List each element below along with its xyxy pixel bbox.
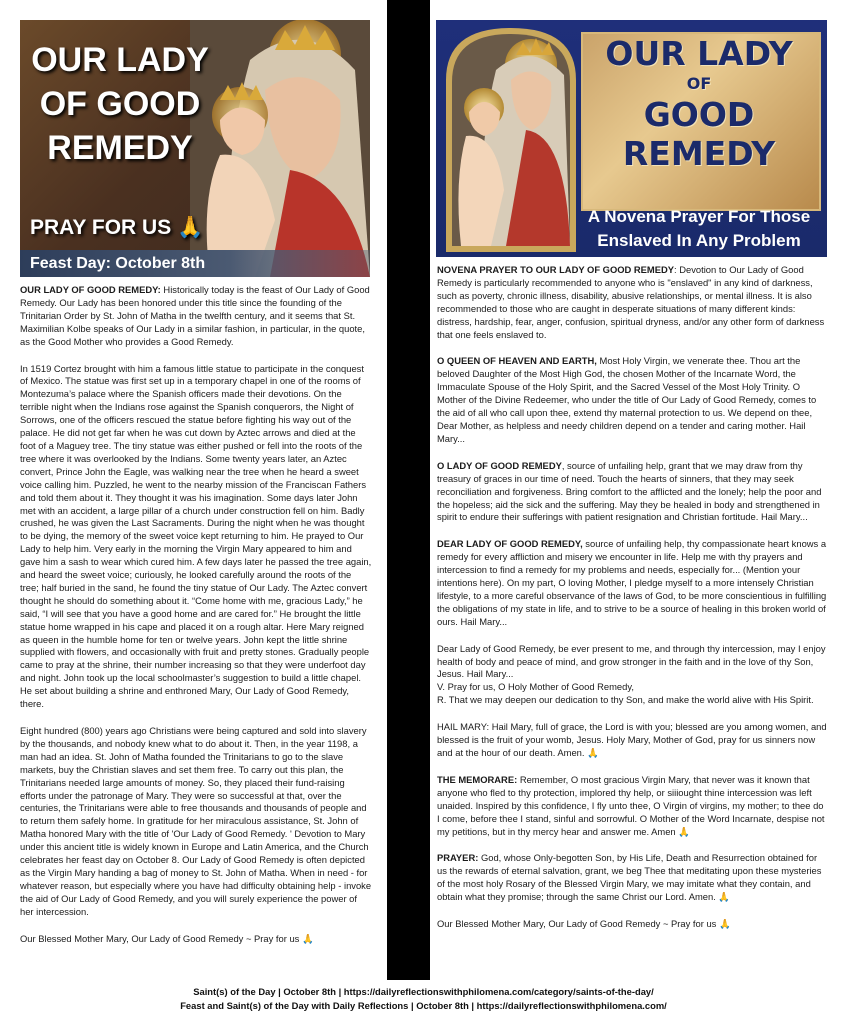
right-paragraph-body: Most Holy Virgin, we venerate thee. Thou art the beloved Daughter of the Most High God, the chosen Mother of the Incarnate Word, the Immaculate Spouse of the Holy Spirit, and the Sacred Vessel of the Most Holy Trinity. O Mother of the Divine Redeemer, who under the title of Our Lady of Good Remedy, comes to the aid of all who call upon thee, extend thy maternal protection to us. We depend on thee, Dear Mother, as helpless and needy children depend on a tender and caring mother. Hail Mary...	[437, 355, 817, 444]
footer	[0, 985, 847, 1013]
left-banner-image	[20, 20, 370, 277]
left-paragraph	[20, 284, 372, 349]
left-banner-title: OUR LADY OF GOOD REMEDY	[31, 41, 209, 167]
right-paragraph	[437, 538, 827, 628]
right-paragraph-lead: THE MEMORARE:	[437, 773, 518, 785]
right-paragraph	[437, 852, 827, 904]
right-paragraph-lead: NOVENA PRAYER TO OUR LADY OF GOOD REMEDY	[437, 264, 675, 275]
left-paragraph-body: Our Blessed Mother Mary, Our Lady of Good Remedy ~ Pray for us 🙏	[20, 932, 314, 944]
footer-line2: Feast and Saint(s) of the Day with Daily Reflections | October 8th | https://dailyreflectionswithphilomena.com/	[180, 1000, 667, 1011]
right-paragraph-body: , source of unfailing help, grant that we may draw from thy treasury of graces in our time of need. Touch the hearts of sinners, that they may seek reconciliation and forgiveness. Bring comfort to the afflicted and the lonely; help the poor and the hopeless; aid the sick and the suffering. May they be healed in body and strengthened in spirit to endure their sufferings with patient resignation and Christian fortitude. Hail Mary...	[437, 459, 822, 523]
right-paragraph	[437, 918, 827, 931]
right-paragraph-lead: O QUEEN OF HEAVEN AND EARTH,	[437, 355, 597, 367]
right-paragraph-body: : Devotion to Our Lady of Good Remedy is particularly recommended to anyone who is "enslaved" in any kind of darkness, such as poverty, chronic illness, disability, abusive relationships, or mental illness. It is also recommended to those who are caught in desperate situations of many different kinds: distress, hardship, fear, anger, confusion, spiritual dryness, and/or any other form of darkness that one feels enslaved to.	[437, 264, 825, 340]
left-banner-pray: PRAY FOR US 🙏	[30, 216, 204, 239]
left-paragraph	[20, 725, 372, 919]
right-banner-subtitle: A Novena Prayer For Those Enslaved In Any Problem	[587, 207, 811, 250]
right-paragraph-body: Dear Lady of Good Remedy, be ever present to me, and through thy intercession, may I enjoy health of body and peace of mind, and grow stronger in the faith and in the love of thy Son, Jesus. Hail Mary... V. Pray for us, O Holy Mother of Good Remedy, R. That we may deepen our dedication to thy Son, and make the world alive with His Spirit.	[437, 642, 826, 706]
right-banner-image	[436, 20, 827, 257]
right-paragraph-body: Remember, O most gracious Virgin Mary, that never was it known that anyone who fled to thy protection, implored thy help, or siiiought thine intercession was left unaided. Inspired by this confidence, I fly unto thee, O Virgin of virgins, my mother; to thee do I come, before thee I stand, sinful and sorrowful. O Mother of the Word Incarnate, despise not my petitions, but in thy mercy hear and answer me. Amen 🙏	[437, 773, 825, 837]
column-divider	[387, 0, 430, 980]
right-banner-title-line2: GOOD	[643, 95, 755, 134]
right-paragraph	[437, 643, 827, 708]
right-paragraph-body: Our Blessed Mother Mary, Our Lady of Good Remedy ~ Pray for us 🙏	[437, 918, 731, 930]
right-paragraph-lead: DEAR LADY OF GOOD REMEDY,	[437, 538, 583, 550]
right-banner-title-line1: OUR LADY	[605, 34, 793, 73]
left-article	[20, 284, 372, 960]
right-banner-title	[581, 34, 817, 173]
right-paragraph-body: HAIL MARY: Hail Mary, full of grace, the Lord is with you; blessed are you among women, and blessed is the fruit of your womb, Jesus. Holy Mary, Mother of God, pray for us sinners now and at the hour of our death. Amen. 🙏	[437, 721, 827, 758]
left-paragraph-body: In 1519 Cortez brought with him a famous little statue to participate in the conquest of Mexico. The statue was first set up in a temporary chapel in one of the rooms of Montezuma’s palace where the Spanish officers made their devotions. On the terrible night when the Indians rose against the Spanish conquerors, the Night of Sorrows, one of the officers rescued the statue before fighting his way out of the palace. He did not get far when he was cut down by Aztec arrows and died at the foot of a Maguey tree. The tiny statue was either pushed or fell into the roots of the tree where it was overlooked by the Indians. Some twenty years later, an Aztec convert, Prince John the Eagle, was walking near the tree when he heard a sweet voice calling him. Puzzled, he went to the nearby mission of the Franciscan Fathers and told them about it. They thought it was his imagination. Some days later John met with an accident, a large pillar of a church under construction fell on him. Badly crushed, he was given the Last Sacraments. During the night when he was thought to be dying, the memory of the sweet voice kept returning to him. He prayed to Our Lady to help him. Very early in the morning the Virgin Mary appeared to him and gave him a sash to wear which cured him. A few days later he passed the tree again, and heard the sweet voice; curiously, he looked carefully around the roots of the tree; half buried in the sand, he found the tiny statue of Our Lady. The Aztec convert thought he should do something about it. “Come home with me, gracious Lady,” he said, “I will see that you have a good home and are cared for.” He brought the little statue home wrapped in his cape and placed it on a rough altar. Here Mary reigned as queen in the humble home for ten or twelve years. John kept the little shrine supplied with flowers, and occasionally with fruit and pretty stones. Gradually people came to pray at the shrine, their number increasing so that they were underfoot day and night. John took up the local schoolmaster’s suggestion to build a little chapel. He set about building a shrine and enthroned Mary, Our Lady of Good Remedy, there.	[20, 362, 372, 710]
right-paragraph	[437, 460, 827, 525]
right-banner-title-line3: REMEDY	[622, 134, 776, 173]
right-paragraph-lead: PRAYER:	[437, 852, 479, 864]
left-paragraph	[20, 933, 372, 946]
right-banner-title-of: OF	[686, 74, 712, 93]
right-paragraph-body: source of unfailing help, thy compassionate heart knows a remedy for every affliction and misery we encounter in life. Help me with thy prayers and intercession to find a remedy for my problems and needs, especially for... (Mention your intentions here). On my part, O loving Mother, I pledge myself to a more intensely Christian lifestyle, to a more careful observance of the laws of God, to be more conscientious in fulfilling the obligations of my state in life, and to strive to be a source of healing in this broken world of ours. Hail Mary...	[437, 538, 827, 627]
left-banner-feast-day: Feast Day: October 8th	[20, 250, 370, 277]
right-paragraph	[437, 721, 827, 760]
right-paragraph-body: God, whose Only-begotten Son, by His Life, Death and Resurrection obtained for us the rewards of eternal salvation, grant, we beg Thee that meditating upon these mysteries of the most holy Rosary of the Blessed Virgin Mary, we may imitate what they contain, and obtain what they promise; through the same Christ our Lord. Amen. 🙏	[437, 852, 822, 903]
left-paragraph	[20, 363, 372, 711]
right-article	[437, 264, 827, 945]
left-paragraph-body: Eight hundred (800) years ago Christians were being captured and sold into slavery by the thousands, and nobody knew what to do about it. Then, in the year 1198, a man had an idea. St. John of Matha founded the Trinitarians to go to the slave markets, buy the Christian slaves and set them free. To carry out this plan, the Trinitarians needed large amounts of money. So, they placed their fund-raising efforts under the patronage of Mary. They were so successful at that, over the centuries, the Trinitarians were able to free thousands and thousands of people and to return them safely home. In gratitude for her miraculous assistance, St. John of Matha honored Mary with the title of 'Our Lady of Good Remedy. ' Devotion to Mary under this ancient title is widely known in Europe and Latin America, and the Church celebrates her feast day on October 8. Our Lady of Good Remedy is often depicted as the Virgin Mary handing a bag of money to St. John of Matha. When in need - for whatever reason, but especially where you have had difficulty obtaining help - invoke the aid of Our Lady of Good Remedy, and you will surely experience the power of her intercession.	[20, 725, 372, 917]
right-paragraph	[437, 774, 827, 839]
left-paragraph-lead: OUR LADY OF GOOD REMEDY:	[20, 284, 161, 295]
right-paragraph	[437, 264, 827, 341]
footer-line1: Saint(s) of the Day | October 8th | https://dailyreflectionswithphilomena.com/category/saints-of-the-day/	[193, 986, 654, 997]
right-paragraph-lead: O LADY OF GOOD REMEDY	[437, 459, 562, 471]
left-paragraph-body: Historically today is the feast of Our Lady of Good Remedy. Our Lady has been honored under this title since the founding of the Trinitarian Order by St. John of Matha in the twelfth century, and it seems that St. Maximilian Kolbe speaks of Our Lady in a similar fashion, in particular, in the quote, as the Good Mother who provides a Good Remedy.	[20, 284, 370, 347]
right-paragraph	[437, 355, 827, 445]
